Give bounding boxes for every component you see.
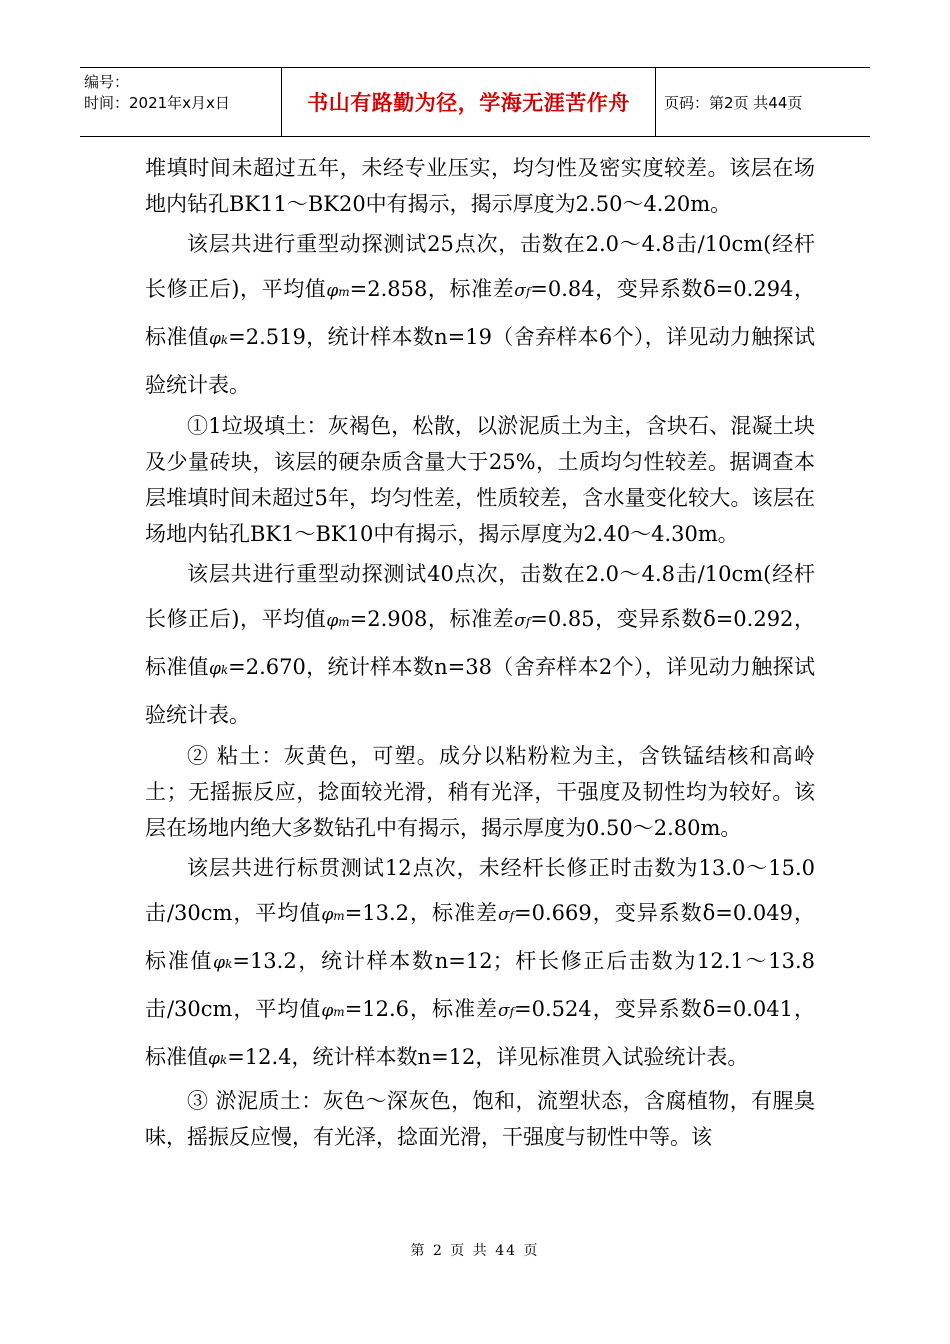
text-span: =2.858，标准差: [349, 277, 515, 301]
text-span: =12.6，标准差: [344, 997, 498, 1021]
document-number-label: 编号：: [84, 73, 130, 91]
text-span: =13.2，统计样本数n=12；杆长修正后击数为12.1～13.8击/30cm，平均值: [145, 949, 815, 1021]
header-page-info: 页码：第2页 共44页: [664, 93, 803, 112]
text-span: =2.519，统计样本数n=19（舍弃样本6个），详见动力触探试验统计表。: [145, 325, 815, 397]
text-span: =2.908，标准差: [349, 607, 515, 631]
text-span: 该层共进行标贯测试12点次，未经杆长修正时击数为13.0～15.0击/30cm，平均值: [145, 856, 815, 925]
text-span: =13.2，标准差: [344, 901, 498, 925]
phi-symbol: φ: [208, 329, 221, 349]
paragraph-clay: ② 粘土：灰黄色，可塑。成分以粘粉粒为主，含铁锰结核和高岭土；无摇振反应，捻面较光滑，稍有光泽，干强度及韧性均为较好。该层在场地内绝大多数钻孔中有揭示，揭示厚度为0.50～2.80m。: [145, 744, 815, 840]
sigma-symbol: σ: [514, 611, 526, 631]
document-time-label: 时间：2021年x月x日: [84, 94, 230, 112]
subscript-f: f: [525, 615, 531, 629]
paragraph-dynamic-probe-1: [145, 222, 815, 408]
paragraph-garbage-fill: ①1垃圾填土：灰褐色，松散，以淤泥质土为主，含块石、混凝土块及少量砖块，该层的硬杂质含量大于25%，土质均匀性较差。据调查本层堆填时间未超过5年，均匀性差，性质较差，含水量变化较大。该层在场地内钻孔BK1～BK10中有揭示，揭示厚度为2.40～4.30m。: [145, 414, 815, 546]
text-span: =0.524，变异系数δ=0.041，标准值: [145, 997, 815, 1069]
phi-symbol: φ: [208, 659, 221, 679]
phi-symbol: φ: [326, 611, 339, 631]
subscript-k: k: [225, 957, 233, 971]
subscript-m: m: [333, 1005, 345, 1019]
text-span: =0.84，变异系数δ=0.294，标准值: [145, 277, 815, 349]
subscript-k: k: [219, 1053, 228, 1067]
phi-symbol: φ: [321, 905, 334, 925]
sigma-symbol: σ: [514, 281, 526, 301]
page-header: [80, 67, 870, 137]
text-span: =0.669，变异系数δ=0.049，标准值: [145, 901, 815, 973]
page-footer: 第 2 页 共 44 页: [410, 1243, 540, 1259]
paragraph-dynamic-probe-2: [145, 552, 815, 738]
paragraph-fill-layer-cont: 堆填时间未超过五年，未经专业压实，均匀性及密实度较差。该层在场地内钻孔BK11～BK20中有揭示，揭示厚度为2.50～4.20m。: [145, 156, 815, 216]
header-meta: [80, 68, 282, 136]
subscript-f: f: [509, 1005, 515, 1019]
text-span: =0.85，变异系数δ=0.292，标准值: [145, 607, 815, 679]
subscript-m: m: [338, 285, 350, 299]
text-span: =12.4，统计样本数n=12，详见标准贯入试验统计表。: [227, 1045, 749, 1069]
paragraph-spt: [145, 846, 815, 1083]
subscript-f: f: [509, 909, 515, 923]
sigma-symbol: σ: [497, 905, 510, 925]
paragraph-silt: ③ 淤泥质土：灰色～深灰色，饱和，流塑状态，含腐植物，有腥臭味，摇振反应慢，有光泽，捻面光滑，干强度与韧性中等。该: [145, 1089, 815, 1149]
phi-symbol: φ: [321, 1001, 334, 1021]
phi-symbol: φ: [213, 953, 226, 973]
subscript-m: m: [333, 909, 345, 923]
text-span: 该层共进行重型动探测试25点次，击数在2.0～4.8击/10cm(经杆长修正后)，平均值: [145, 232, 815, 301]
phi-symbol: φ: [326, 281, 339, 301]
subscript-f: f: [525, 285, 531, 299]
subscript-k: k: [220, 333, 229, 347]
header-motto: 书山有路勤为径，学海无涯苦作舟: [282, 68, 656, 136]
subscript-m: m: [338, 615, 350, 629]
phi-symbol: φ: [208, 1049, 220, 1069]
document-body: [145, 150, 815, 1155]
sigma-symbol: σ: [497, 1001, 510, 1021]
text-span: 该层共进行重型动探测试40点次，击数在2.0～4.8击/10cm(经杆长修正后)，平均值: [145, 562, 815, 631]
text-span: =2.670，统计样本数n=38（舍弃样本2个），详见动力触探试验统计表。: [145, 655, 815, 727]
subscript-k: k: [220, 663, 229, 677]
